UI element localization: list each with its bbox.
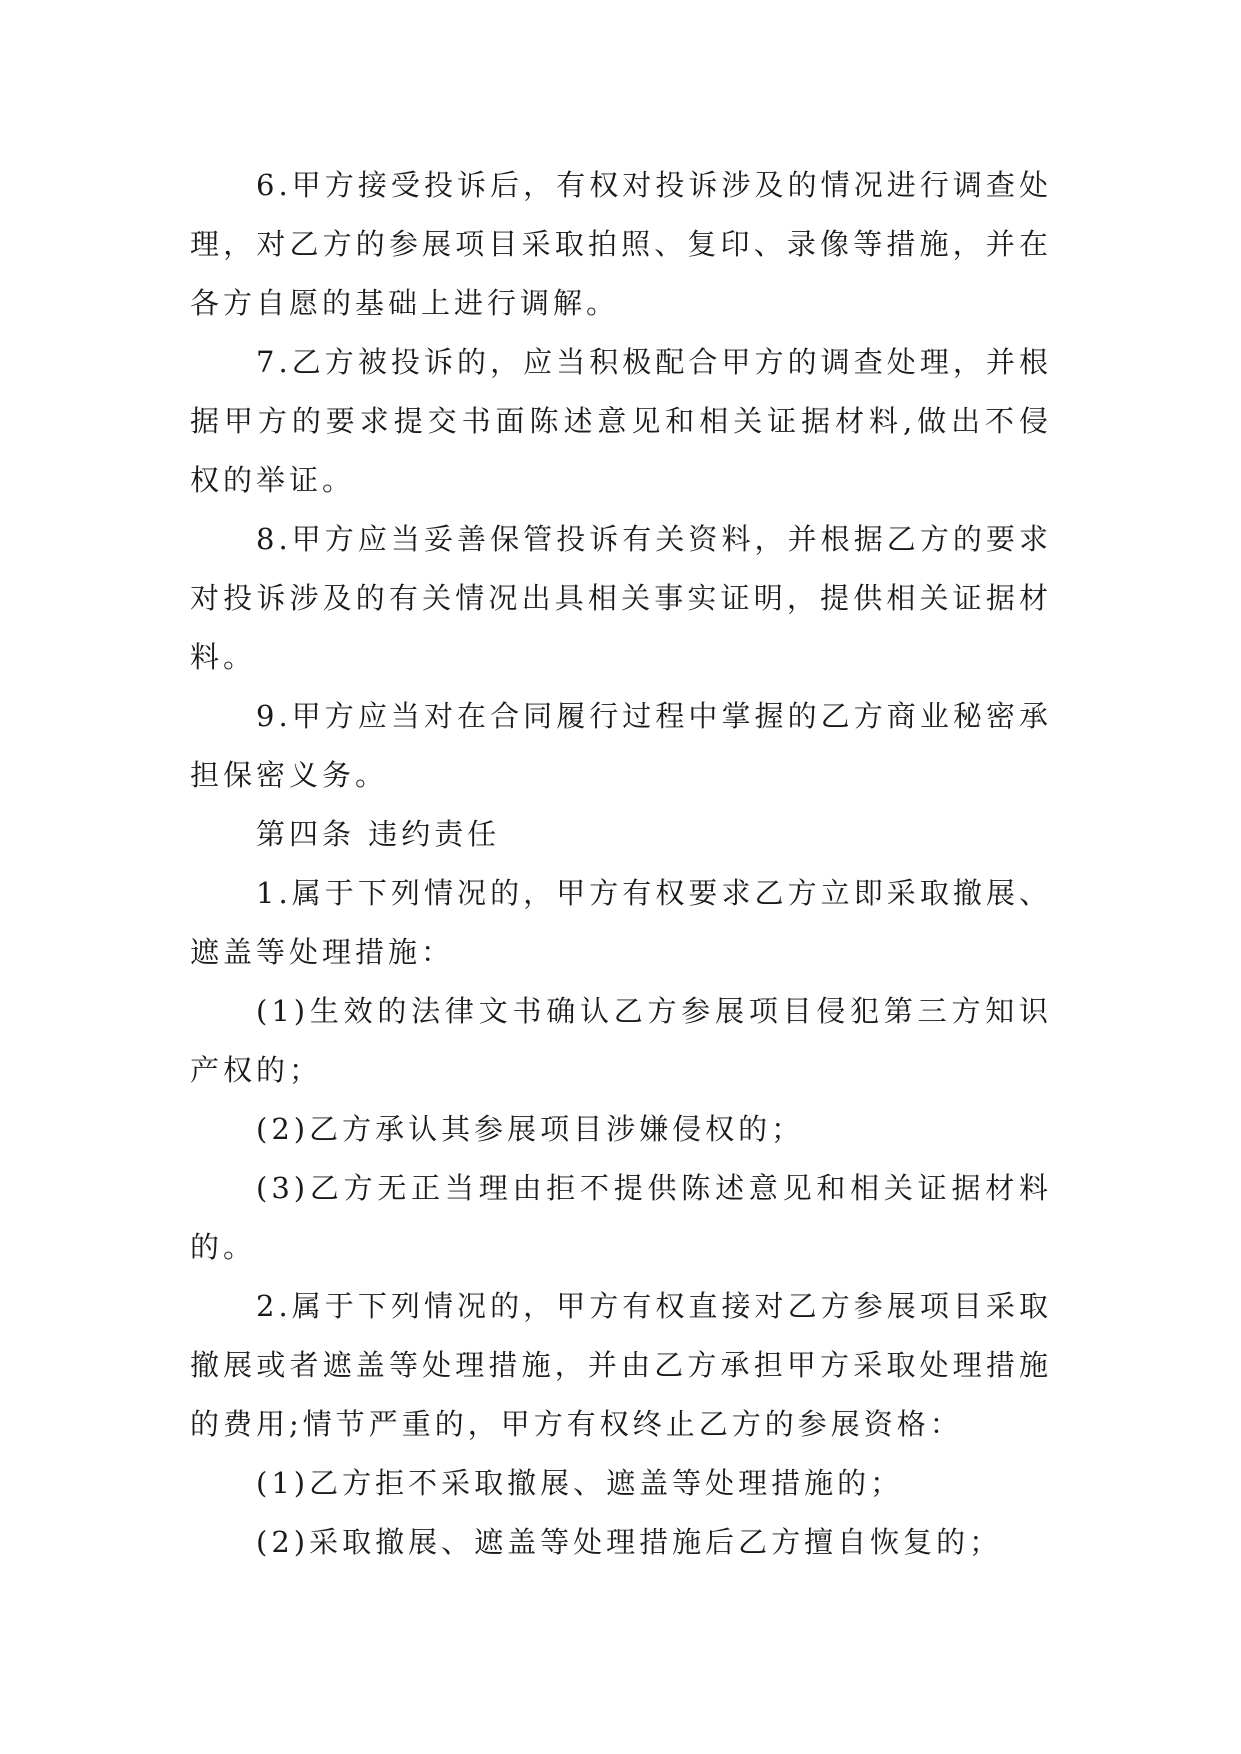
document-body: [190, 156, 1052, 1572]
paragraph-7: 7.乙方被投诉的，应当积极配合甲方的调查处理，并根据甲方的要求提交书面陈述意见和相关证据材料,做出不侵权的举证。: [190, 345, 1052, 497]
clause-1-item-1: (1)生效的法律文书确认乙方参展项目侵犯第三方知识产权的；: [190, 994, 1052, 1087]
paragraph-6: 6.甲方接受投诉后，有权对投诉涉及的情况进行调查处理，对乙方的参展项目采取拍照、复印、录像等措施，并在各方自愿的基础上进行调解。: [190, 168, 1052, 320]
clause-2-item-2: (2)采取撤展、遮盖等处理措施后乙方擅自恢复的；: [256, 1525, 1003, 1559]
clause-2: 2.属于下列情况的，甲方有权直接对乙方参展项目采取撤展或者遮盖等处理措施，并由乙方承担甲方采取处理措施的费用;情节严重的，甲方有权终止乙方的参展资格：: [190, 1289, 1052, 1441]
clause-1-item-2: (2)乙方承认其参展项目涉嫌侵权的；: [256, 1112, 805, 1146]
clause-2-item-1: (1)乙方拒不采取撤展、遮盖等处理措施的；: [256, 1466, 904, 1500]
clause-1-item-3: (3)乙方无正当理由拒不提供陈述意见和相关证据材料的。: [190, 1171, 1052, 1264]
section-heading-article-4: 第四条 违约责任: [256, 817, 501, 851]
paragraph-8: 8.甲方应当妥善保管投诉有关资料，并根据乙方的要求对投诉涉及的有关情况出具相关事实证明，提供相关证据材料。: [190, 522, 1052, 674]
paragraph-9: 9.甲方应当对在合同履行过程中掌握的乙方商业秘密承担保密义务。: [190, 699, 1052, 792]
clause-1: 1.属于下列情况的，甲方有权要求乙方立即采取撤展、遮盖等处理措施：: [190, 876, 1052, 969]
